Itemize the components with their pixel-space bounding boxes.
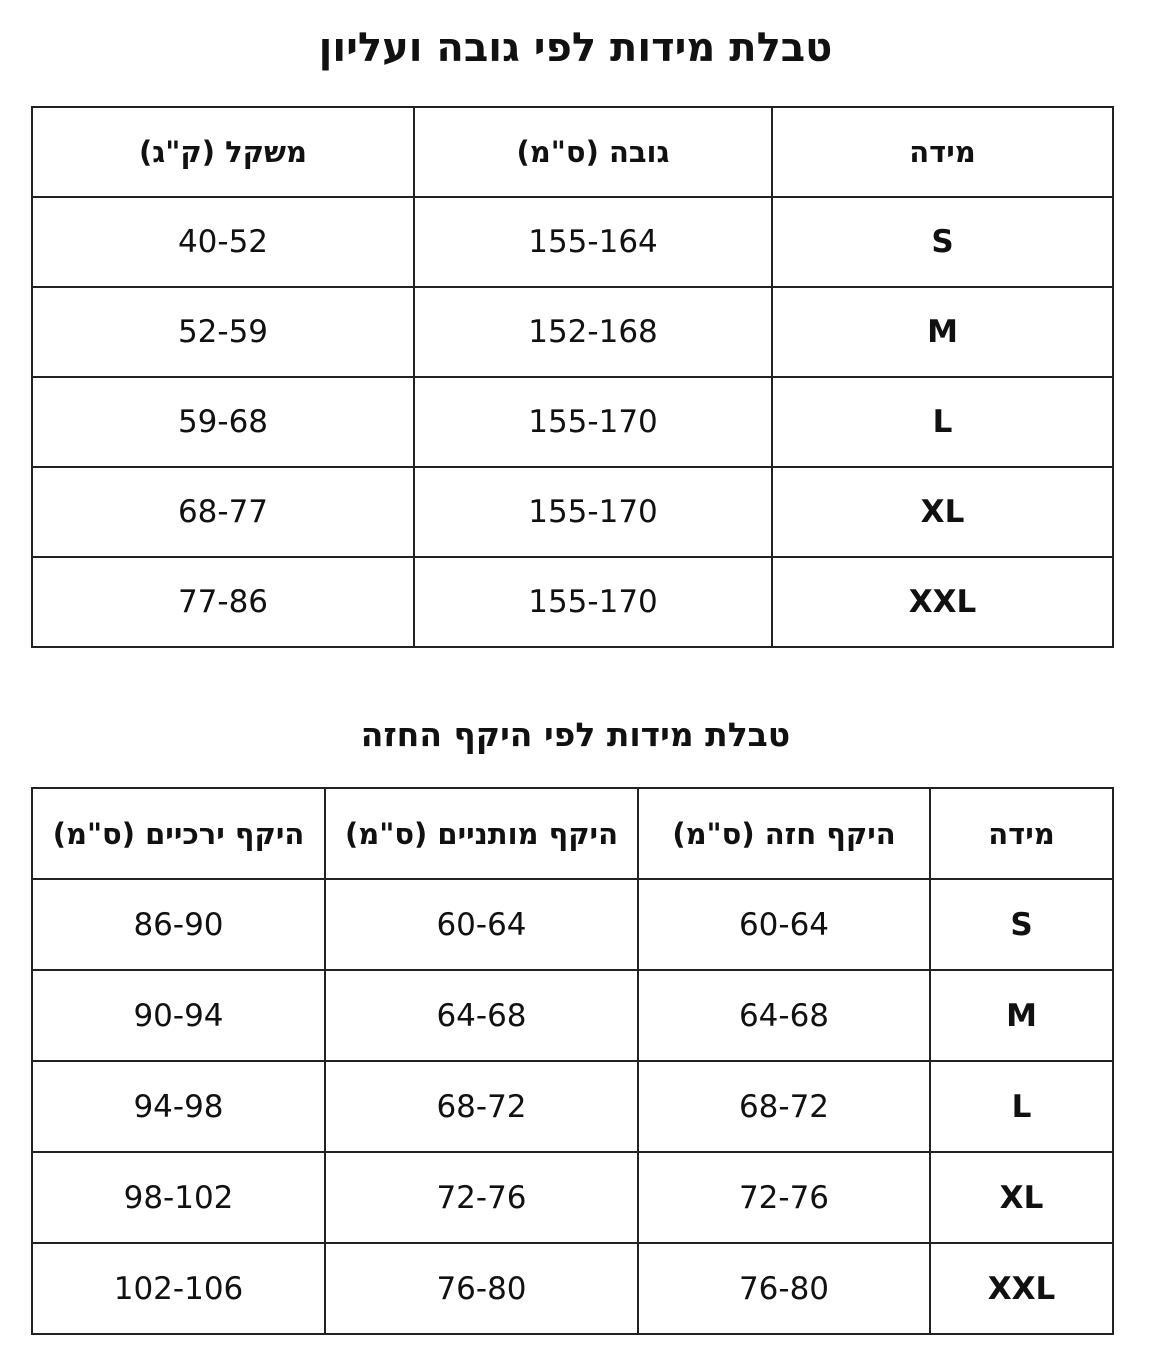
hips-cell: 98-102 <box>32 1152 325 1243</box>
chest-cell: 68-72 <box>638 1061 930 1152</box>
size-cell: S <box>930 879 1113 970</box>
table-row <box>32 557 1113 647</box>
height-header: גובה (ס"מ) <box>414 107 772 197</box>
hips-cell: 86-90 <box>32 879 325 970</box>
table-row <box>32 1152 1113 1243</box>
chest-size-table <box>31 787 1114 1335</box>
size-header: מידה <box>772 107 1113 197</box>
height-cell: 155-170 <box>414 557 772 647</box>
weight-header: משקל (ק"ג) <box>32 107 414 197</box>
chest-cell: 76-80 <box>638 1243 930 1334</box>
height-cell: 155-170 <box>414 467 772 557</box>
waist-cell: 64-68 <box>325 970 638 1061</box>
chest-cell: 72-76 <box>638 1152 930 1243</box>
hips-cell: 102-106 <box>32 1243 325 1334</box>
size-cell: L <box>930 1061 1113 1152</box>
size-cell: L <box>772 377 1113 467</box>
size-cell: XL <box>930 1152 1113 1243</box>
height-cell: 152-168 <box>414 287 772 377</box>
table-row <box>32 1243 1113 1334</box>
weight-cell: 68-77 <box>32 467 414 557</box>
table-row <box>32 1061 1113 1152</box>
size-cell: XXL <box>772 557 1113 647</box>
height-table-title: טבלת מידות לפי גובה ועליון <box>318 25 833 71</box>
chest-cell: 64-68 <box>638 970 930 1061</box>
table-row <box>32 377 1113 467</box>
weight-cell: 52-59 <box>32 287 414 377</box>
size-cell: S <box>772 197 1113 287</box>
size-cell: M <box>930 970 1113 1061</box>
table-header-row <box>32 107 1113 197</box>
hips-header: היקף ירכיים (ס"מ) <box>32 788 325 879</box>
waist-cell: 72-76 <box>325 1152 638 1243</box>
height-cell: 155-164 <box>414 197 772 287</box>
hips-cell: 90-94 <box>32 970 325 1061</box>
waist-header: היקף מותניים (ס"מ) <box>325 788 638 879</box>
size-cell: XL <box>772 467 1113 557</box>
table-row <box>32 879 1113 970</box>
size-cell: XXL <box>930 1243 1113 1334</box>
height-cell: 155-170 <box>414 377 772 467</box>
weight-cell: 59-68 <box>32 377 414 467</box>
chest-table-title: טבלת מידות לפי היקף החזה <box>360 715 791 754</box>
waist-cell: 60-64 <box>325 879 638 970</box>
size-header: מידה <box>930 788 1113 879</box>
chest-header: היקף חזה (ס"מ) <box>638 788 930 879</box>
waist-cell: 76-80 <box>325 1243 638 1334</box>
table-header-row <box>32 788 1113 879</box>
chest-cell: 60-64 <box>638 879 930 970</box>
table-row <box>32 287 1113 377</box>
weight-cell: 77-86 <box>32 557 414 647</box>
weight-cell: 40-52 <box>32 197 414 287</box>
table-row <box>32 467 1113 557</box>
waist-cell: 68-72 <box>325 1061 638 1152</box>
hips-cell: 94-98 <box>32 1061 325 1152</box>
height-size-table <box>31 106 1114 648</box>
table-row <box>32 970 1113 1061</box>
table-row <box>32 197 1113 287</box>
size-cell: M <box>772 287 1113 377</box>
